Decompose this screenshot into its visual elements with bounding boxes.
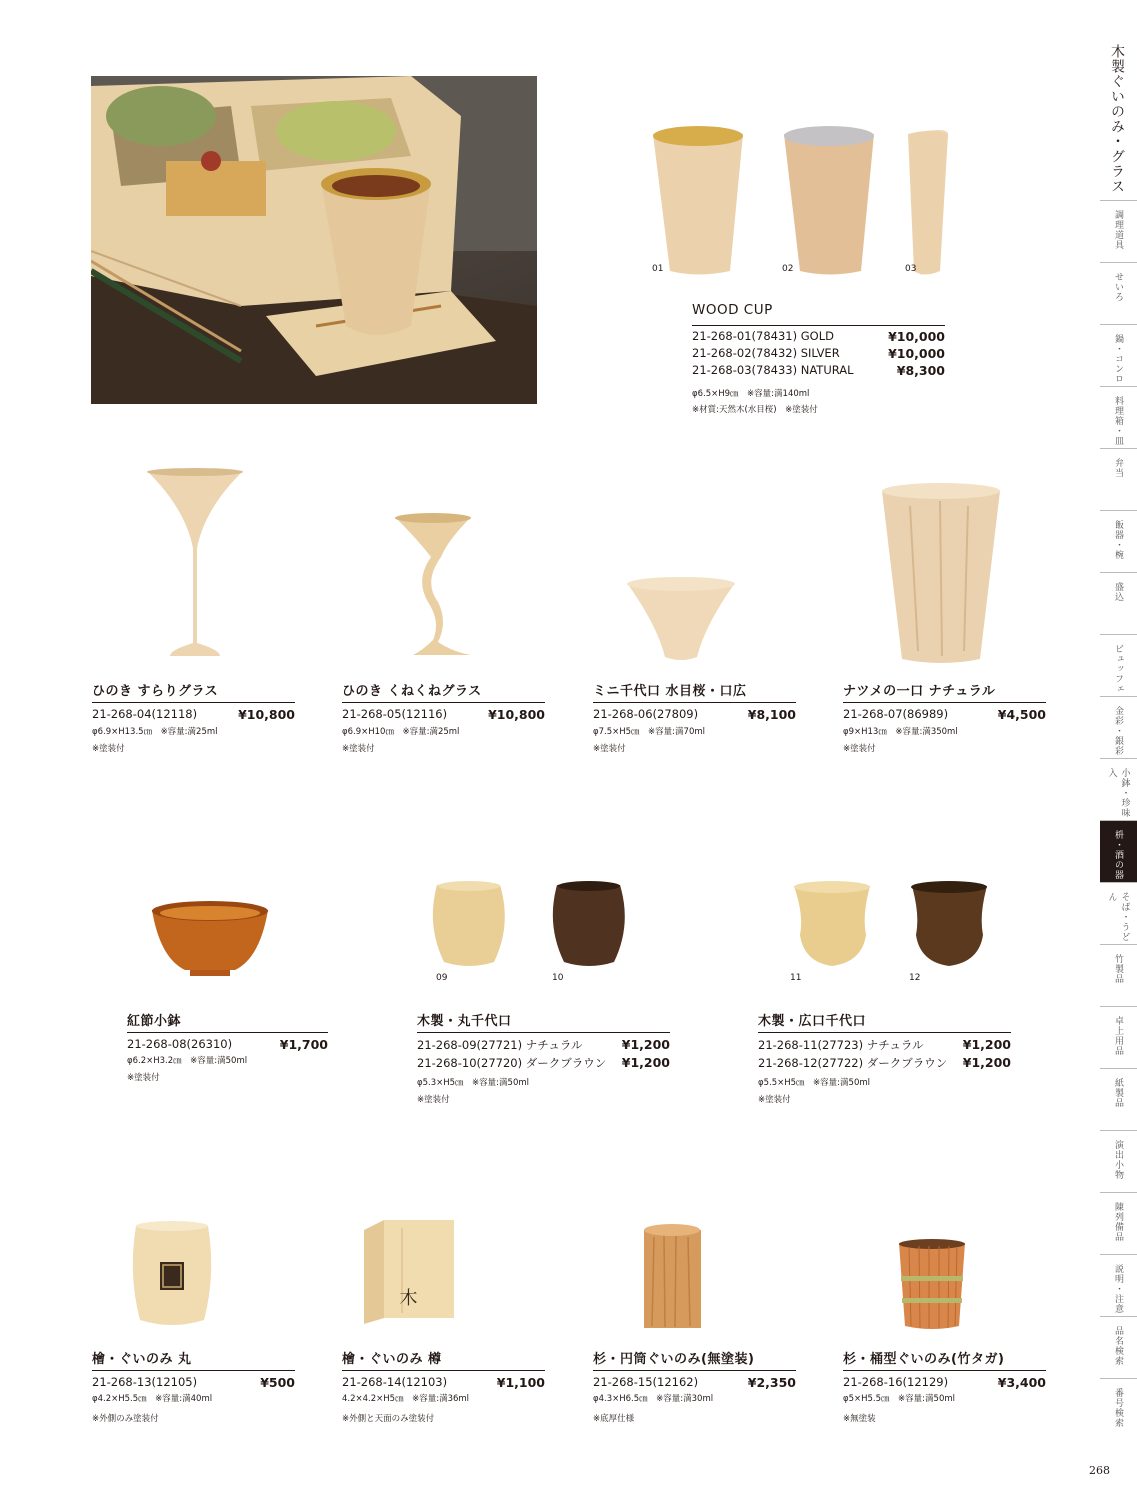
product-code: 21-268-05(12116) <box>342 707 448 721</box>
product-price: ¥1,700 <box>279 1037 328 1052</box>
divider <box>593 1370 796 1371</box>
index-tab[interactable]: そば・うどん <box>1106 892 1130 942</box>
product-title: ナツメの一口 ナチュラル <box>843 684 996 699</box>
product-code: 21-268-15(12162) <box>593 1375 699 1389</box>
mini-chiyoguchi-image <box>625 575 737 665</box>
brand-mark-icon: 木 <box>396 1288 418 1306</box>
product-spec: φ4.3×H6.5㎝ ※容量:満30ml <box>593 1394 714 1404</box>
product-note: ※塗装付 <box>342 744 375 754</box>
index-tab[interactable]: 料理箱・皿 <box>1113 396 1123 446</box>
product-code: 21-268-09(27721) ナチュラル <box>417 1038 583 1052</box>
divider <box>127 1032 328 1033</box>
divider <box>843 702 1046 703</box>
product-spec: φ5×H5.5㎝ ※容量:満50ml <box>843 1394 955 1404</box>
product-price: ¥3,400 <box>997 1375 1046 1390</box>
product-code: 21-268-10(27720) ダークブラウン <box>417 1056 607 1070</box>
index-divider <box>1100 324 1137 325</box>
divider <box>758 1032 1011 1033</box>
product-note: ※塗装付 <box>593 744 626 754</box>
product-spec: φ5.5×H5㎝ ※容量:満50ml <box>758 1078 870 1088</box>
item-number: 12 <box>909 973 921 983</box>
divider <box>417 1032 670 1033</box>
product-code: 21-268-06(27809) <box>593 707 699 721</box>
hinoki-taru-image <box>362 1218 462 1328</box>
index-divider <box>1100 758 1137 759</box>
index-divider <box>1100 1254 1137 1255</box>
product-price: ¥500 <box>260 1375 295 1390</box>
product-title: ひのき すらりグラス <box>92 684 219 699</box>
product-spec: φ9×H13㎝ ※容量:満350ml <box>843 727 958 737</box>
product-code: 21-268-07(86989) <box>843 707 949 721</box>
product-spec: 4.2×4.2×H5㎝ ※容量:満36ml <box>342 1394 470 1404</box>
product-spec: φ4.2×H5.5㎝ ※容量:満40ml <box>92 1394 213 1404</box>
item-number: 02 <box>782 264 794 274</box>
item-number: 10 <box>552 973 564 983</box>
product-spec: φ6.5×H9㎝ ※容量:満140ml <box>692 389 810 399</box>
product-price: ¥10,000 <box>888 346 945 361</box>
product-price: ¥10,800 <box>488 707 545 722</box>
wood-cup-silver <box>784 130 874 275</box>
index-divider <box>1100 572 1137 573</box>
product-code: 21-268-04(12118) <box>92 707 198 721</box>
product-note: ※塗装付 <box>127 1073 160 1083</box>
product-note: ※外側と天面のみ塗装付 <box>342 1414 435 1424</box>
index-divider <box>1100 448 1137 449</box>
index-divider <box>1100 1068 1137 1069</box>
section-heading: 木製ぐいのみ・グラス <box>1109 44 1125 194</box>
product-title: 杉・桶型ぐいのみ(竹タガ) <box>843 1352 1005 1367</box>
sugi-okegata-image <box>897 1238 967 1333</box>
index-divider <box>1100 386 1137 387</box>
product-price: ¥10,000 <box>888 329 945 344</box>
product-spec: φ6.2×H3.2㎝ ※容量:満50ml <box>127 1056 248 1066</box>
product-title: ひのき くねくねグラス <box>342 684 482 699</box>
index-divider <box>1100 1130 1137 1131</box>
index-tab[interactable]: 竹製品 <box>1113 954 1123 984</box>
index-tab[interactable]: 番号検索 <box>1113 1388 1123 1428</box>
index-tab[interactable]: 品名検索 <box>1113 1326 1123 1366</box>
product-code: 21-268-12(27722) ダークブラウン <box>758 1056 948 1070</box>
product-code: 21-268-08(26310) <box>127 1037 233 1051</box>
product-title: 紅節小鉢 <box>127 1014 182 1029</box>
index-tab[interactable]: 鍋・コンロ <box>1113 334 1123 384</box>
index-tab[interactable]: 弁当 <box>1113 458 1123 478</box>
product-title: WOOD CUP <box>692 302 773 318</box>
product-code: 21-268-02(78432) SILVER <box>692 346 840 360</box>
product-code: 21-268-14(12103) <box>342 1375 448 1389</box>
index-tab[interactable]: 陳列備品 <box>1113 1202 1123 1242</box>
product-spec: φ6.9×H13.5㎝ ※容量:満25ml <box>92 727 218 737</box>
index-divider <box>1100 262 1137 263</box>
product-note: ※塗装付 <box>758 1095 791 1105</box>
product-price: ¥1,100 <box>496 1375 545 1390</box>
koubushi-bowl-image <box>150 898 270 980</box>
divider <box>342 702 545 703</box>
product-code: 21-268-03(78433) NATURAL <box>692 363 854 377</box>
index-tab[interactable]: 調理道具 <box>1113 210 1123 250</box>
item-number: 09 <box>436 973 448 983</box>
divider <box>692 325 945 326</box>
glass-kunekune-image <box>393 512 473 662</box>
product-note: ※底厚仕様 <box>593 1414 635 1424</box>
wood-cup-natural <box>908 131 948 275</box>
index-tab[interactable]: 演出小物 <box>1113 1140 1123 1180</box>
product-price: ¥1,200 <box>962 1055 1011 1070</box>
product-note: ※無塗装 <box>843 1414 876 1424</box>
product-title: 木製・丸千代口 <box>417 1014 512 1029</box>
index-divider <box>1100 820 1137 821</box>
divider <box>92 702 295 703</box>
sugi-entou-image <box>640 1222 705 1334</box>
product-code: 21-268-11(27723) ナチュラル <box>758 1038 924 1052</box>
index-divider <box>1100 200 1137 201</box>
product-title: 檜・ぐいのみ 丸 <box>92 1352 192 1367</box>
product-title: 檜・ぐいのみ 樽 <box>342 1352 442 1367</box>
wood-cup-gold <box>653 130 743 275</box>
product-price: ¥8,300 <box>896 363 945 378</box>
product-price: ¥4,500 <box>997 707 1046 722</box>
index-divider <box>1100 634 1137 635</box>
glass-surari-image <box>145 468 245 663</box>
product-price: ¥1,200 <box>621 1055 670 1070</box>
divider <box>342 1370 545 1371</box>
index-tab[interactable]: 枡・酒の器 <box>1100 820 1137 882</box>
product-note: ※材質:天然木(水目桜) ※塗装付 <box>692 405 818 415</box>
product-spec: φ5.3×H5㎝ ※容量:満50ml <box>417 1078 529 1088</box>
page-number: 268 <box>1089 1464 1110 1477</box>
product-price: ¥1,200 <box>962 1037 1011 1052</box>
item-number: 03 <box>905 264 917 274</box>
product-note: ※塗装付 <box>92 744 125 754</box>
index-divider <box>1100 882 1137 883</box>
index-tab[interactable]: 卓上用品 <box>1113 1016 1123 1056</box>
maru-chiyoguchi-image <box>432 880 662 970</box>
natsume-cup-image <box>880 481 1002 666</box>
index-tab[interactable]: 飯器・椀 <box>1113 520 1123 560</box>
product-price: ¥1,200 <box>621 1037 670 1052</box>
index-tab[interactable]: 金彩・銀彩 <box>1113 706 1123 756</box>
divider <box>92 1370 295 1371</box>
divider <box>593 702 796 703</box>
index-divider <box>1100 1006 1137 1007</box>
product-title: 木製・広口千代口 <box>758 1014 867 1029</box>
product-code: 21-268-16(12129) <box>843 1375 949 1389</box>
product-spec: φ7.5×H5㎝ ※容量:満70ml <box>593 727 705 737</box>
item-number: 01 <box>652 264 664 274</box>
product-title: ミニ千代口 水目桜・口広 <box>593 684 747 699</box>
product-spec: φ6.9×H10㎝ ※容量:満25ml <box>342 727 460 737</box>
hiroguchi-chiyoguchi-image <box>792 880 1002 970</box>
product-note: ※塗装付 <box>843 744 876 754</box>
index-tab[interactable]: 小鉢・珍味入 <box>1106 768 1130 818</box>
index-tab[interactable]: せいろ <box>1113 272 1123 302</box>
index-divider <box>1100 510 1137 511</box>
product-price: ¥10,800 <box>238 707 295 722</box>
product-price: ¥8,100 <box>747 707 796 722</box>
product-price: ¥2,350 <box>747 1375 796 1390</box>
product-code: 21-268-13(12105) <box>92 1375 198 1389</box>
index-tab[interactable]: 盛込 <box>1113 582 1123 602</box>
product-note: ※外側のみ塗装付 <box>92 1414 159 1424</box>
product-title: 杉・円筒ぐいのみ(無塗装) <box>593 1352 755 1367</box>
wood-cup-images <box>648 126 948 276</box>
index-tab[interactable]: ビュッフェ <box>1113 644 1123 694</box>
hinoki-maru-image <box>132 1220 212 1330</box>
divider <box>843 1370 1046 1371</box>
index-divider <box>1100 696 1137 697</box>
index-divider <box>1100 944 1137 945</box>
index-tab[interactable]: 紙製品 <box>1113 1078 1123 1108</box>
index-tab[interactable]: 説明・注意 <box>1113 1264 1123 1314</box>
index-divider <box>1100 1192 1137 1193</box>
index-divider <box>1100 1378 1137 1379</box>
hero-photo <box>91 76 537 404</box>
index-divider <box>1100 1316 1137 1317</box>
item-number: 11 <box>790 973 802 983</box>
product-note: ※塗装付 <box>417 1095 450 1105</box>
product-code: 21-268-01(78431) GOLD <box>692 329 834 343</box>
